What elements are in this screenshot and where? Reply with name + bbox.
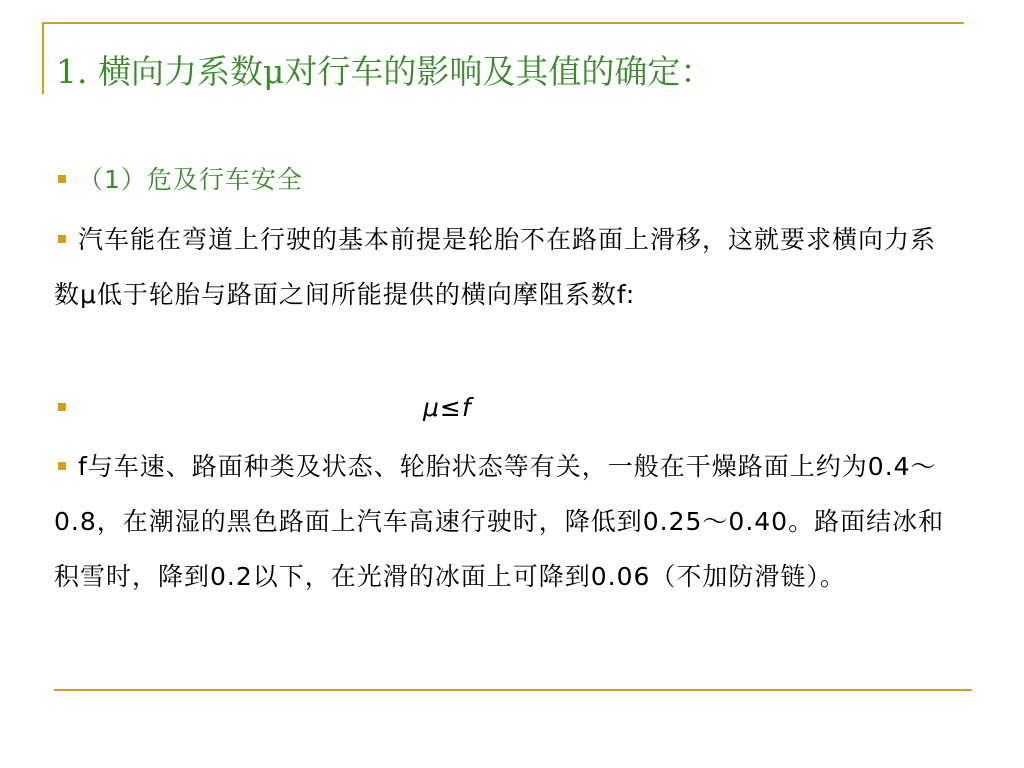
bottom-rule bbox=[54, 689, 972, 691]
sub-heading-text: （1）危及行车安全 bbox=[78, 165, 303, 194]
top-rule bbox=[42, 22, 964, 24]
square-bullet-icon bbox=[58, 462, 66, 470]
list-item-sub-heading bbox=[54, 154, 954, 206]
left-rule bbox=[42, 22, 44, 94]
square-bullet-icon bbox=[58, 175, 66, 183]
square-bullet-icon bbox=[58, 235, 66, 243]
formula-text: μ≤f bbox=[423, 393, 472, 422]
slide-title: 1. 横向力系数μ对行车的影响及其值的确定： bbox=[56, 52, 714, 91]
list-item-paragraph-1 bbox=[54, 212, 954, 322]
square-bullet-icon bbox=[58, 403, 66, 411]
list-item-formula bbox=[54, 380, 954, 435]
paragraph-2-text: f与车速、路面种类及状态、轮胎状态等有关，一般在干燥路面上约为0.4～0.8，在潮湿的黑色路面上汽车高速行驶时，降低到0.25～0.40。路面结冰和积雪时，降到0.2以下，在光滑的冰面上可降到0.06（不加防滑链）。 bbox=[54, 452, 945, 591]
list-item-paragraph-2 bbox=[54, 439, 954, 604]
paragraph-1-text: 汽车能在弯道上行驶的基本前提是轮胎不在路面上滑移，这就要求横向力系数μ低于轮胎与路面之间所能提供的横向摩阻系数f: bbox=[54, 225, 937, 309]
